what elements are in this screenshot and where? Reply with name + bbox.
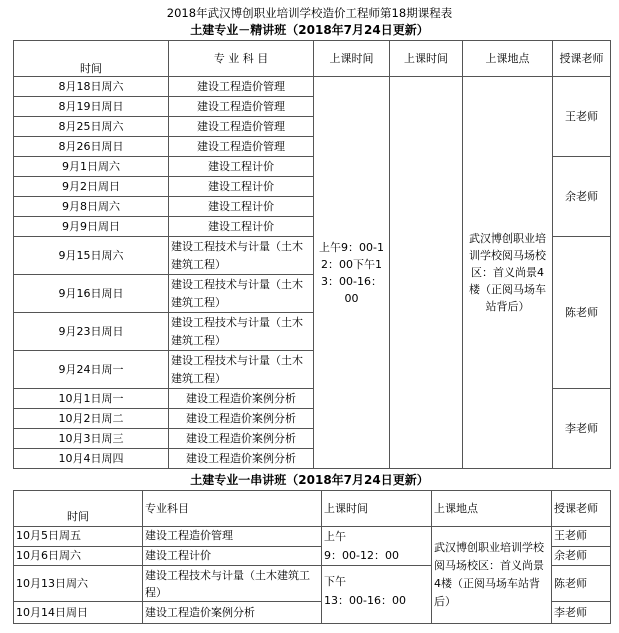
row-subject: 建设工程计价 [169, 197, 314, 217]
pm-label: 下午 [324, 575, 346, 588]
row-subject: 建设工程造价管理 [169, 97, 314, 117]
section1-title: 土建专业－精讲班（2018年7月24日更新） [190, 23, 429, 37]
row-subject: 建设工程造价管理 [169, 137, 314, 157]
location-cell: 武汉博创职业培训学校阅马场校区：首义尚景4楼（正阅马场车站背后） [432, 527, 552, 624]
location-cell: 武汉博创职业培训学校阅马场校区：首义尚景4楼（正阅马场车站背后） [463, 77, 553, 469]
row-date: 10月3日周三 [14, 429, 169, 449]
header-teacher: 授课老师 [553, 41, 611, 77]
row-subject: 建设工程造价案例分析 [143, 602, 322, 624]
row-date: 9月2日周日 [14, 177, 169, 197]
review-schedule-table [13, 490, 611, 624]
row-date: 10月1日周一 [14, 389, 169, 409]
row-date: 8月25日周六 [14, 117, 169, 137]
row-date: 10月14日周日 [14, 602, 143, 624]
document-title: 2018年武汉博创职业培训学校造价工程师第18期课程表 [166, 6, 453, 20]
teacher-cell: 余老师 [553, 157, 611, 237]
intensive-schedule-table [13, 40, 611, 469]
header-location: 上课地点 [432, 491, 552, 527]
row-subject: 建设工程造价管理 [169, 117, 314, 137]
row-subject: 建设工程造价案例分析 [169, 409, 314, 429]
table-row [14, 77, 611, 97]
row-date: 9月24日周一 [14, 351, 169, 389]
header-time: 时间 [14, 41, 169, 77]
row-date: 9月16日周日 [14, 275, 169, 313]
row-subject: 建设工程计价 [169, 217, 314, 237]
row-date: 10月2日周二 [14, 409, 169, 429]
teacher-cell: 王老师 [553, 77, 611, 157]
row-date: 9月15日周六 [14, 237, 169, 275]
section2-title: 土建专业一串讲班（2018年7月24日更新） [190, 473, 429, 487]
header-class-time: 上课时间 [314, 41, 390, 77]
row-date: 9月1日周六 [14, 157, 169, 177]
row-date: 8月19日周日 [14, 97, 169, 117]
row-subject: 建设工程计价 [169, 157, 314, 177]
row-subject: 建设工程计价 [143, 546, 322, 566]
row-date: 10月5日周五 [14, 527, 143, 547]
pm-time: 13：00-16：00 [324, 594, 406, 607]
row-teacher: 王老师 [552, 527, 611, 547]
row-subject: 建设工程计价 [169, 177, 314, 197]
row-date: 9月23日周日 [14, 313, 169, 351]
row-subject: 建设工程技术与计量（土木建筑工程） [169, 313, 314, 351]
header-class-time-2: 上课时间 [390, 41, 463, 77]
row-date: 9月8日周六 [14, 197, 169, 217]
row-subject: 建设工程技术与计量（土木建筑工程） [143, 566, 322, 602]
class-time-pm-cell [322, 566, 432, 624]
empty-class-time-cell [390, 77, 463, 469]
row-teacher: 余老师 [552, 546, 611, 566]
header-subject: 专业科目 [143, 491, 322, 527]
row-teacher: 陈老师 [552, 566, 611, 602]
row-subject: 建设工程造价案例分析 [169, 429, 314, 449]
header-location: 上课地点 [463, 41, 553, 77]
row-date: 9月9日周日 [14, 217, 169, 237]
row-subject: 建设工程技术与计量（土木建筑工程） [169, 237, 314, 275]
row-date: 10月4日周四 [14, 449, 169, 469]
table-header-row [14, 41, 611, 77]
header-time: 时间 [14, 491, 143, 527]
row-subject: 建设工程技术与计量（土木建筑工程） [169, 275, 314, 313]
row-date: 8月18日周六 [14, 77, 169, 97]
am-label: 上午 [324, 530, 346, 543]
am-time: 9：00-12：00 [324, 549, 399, 562]
row-subject: 建设工程造价管理 [143, 527, 322, 547]
row-teacher: 李老师 [552, 602, 611, 624]
row-subject: 建设工程造价案例分析 [169, 389, 314, 409]
header-teacher: 授课老师 [552, 491, 611, 527]
class-time-cell: 上午9：00-12：00下午13：00-16：00 [314, 77, 390, 469]
teacher-cell: 陈老师 [553, 237, 611, 389]
row-subject: 建设工程造价案例分析 [169, 449, 314, 469]
row-date: 10月6日周六 [14, 546, 143, 566]
row-subject: 建设工程造价管理 [169, 77, 314, 97]
header-class-time: 上课时间 [322, 491, 432, 527]
table-header-row [14, 491, 611, 527]
row-date: 8月26日周日 [14, 137, 169, 157]
teacher-cell: 李老师 [553, 389, 611, 469]
row-date: 10月13日周六 [14, 566, 143, 602]
header-subject: 专 业 科 目 [169, 41, 314, 77]
row-subject: 建设工程技术与计量（土木建筑工程） [169, 351, 314, 389]
table-row [14, 527, 611, 547]
class-time-am-cell [322, 527, 432, 566]
